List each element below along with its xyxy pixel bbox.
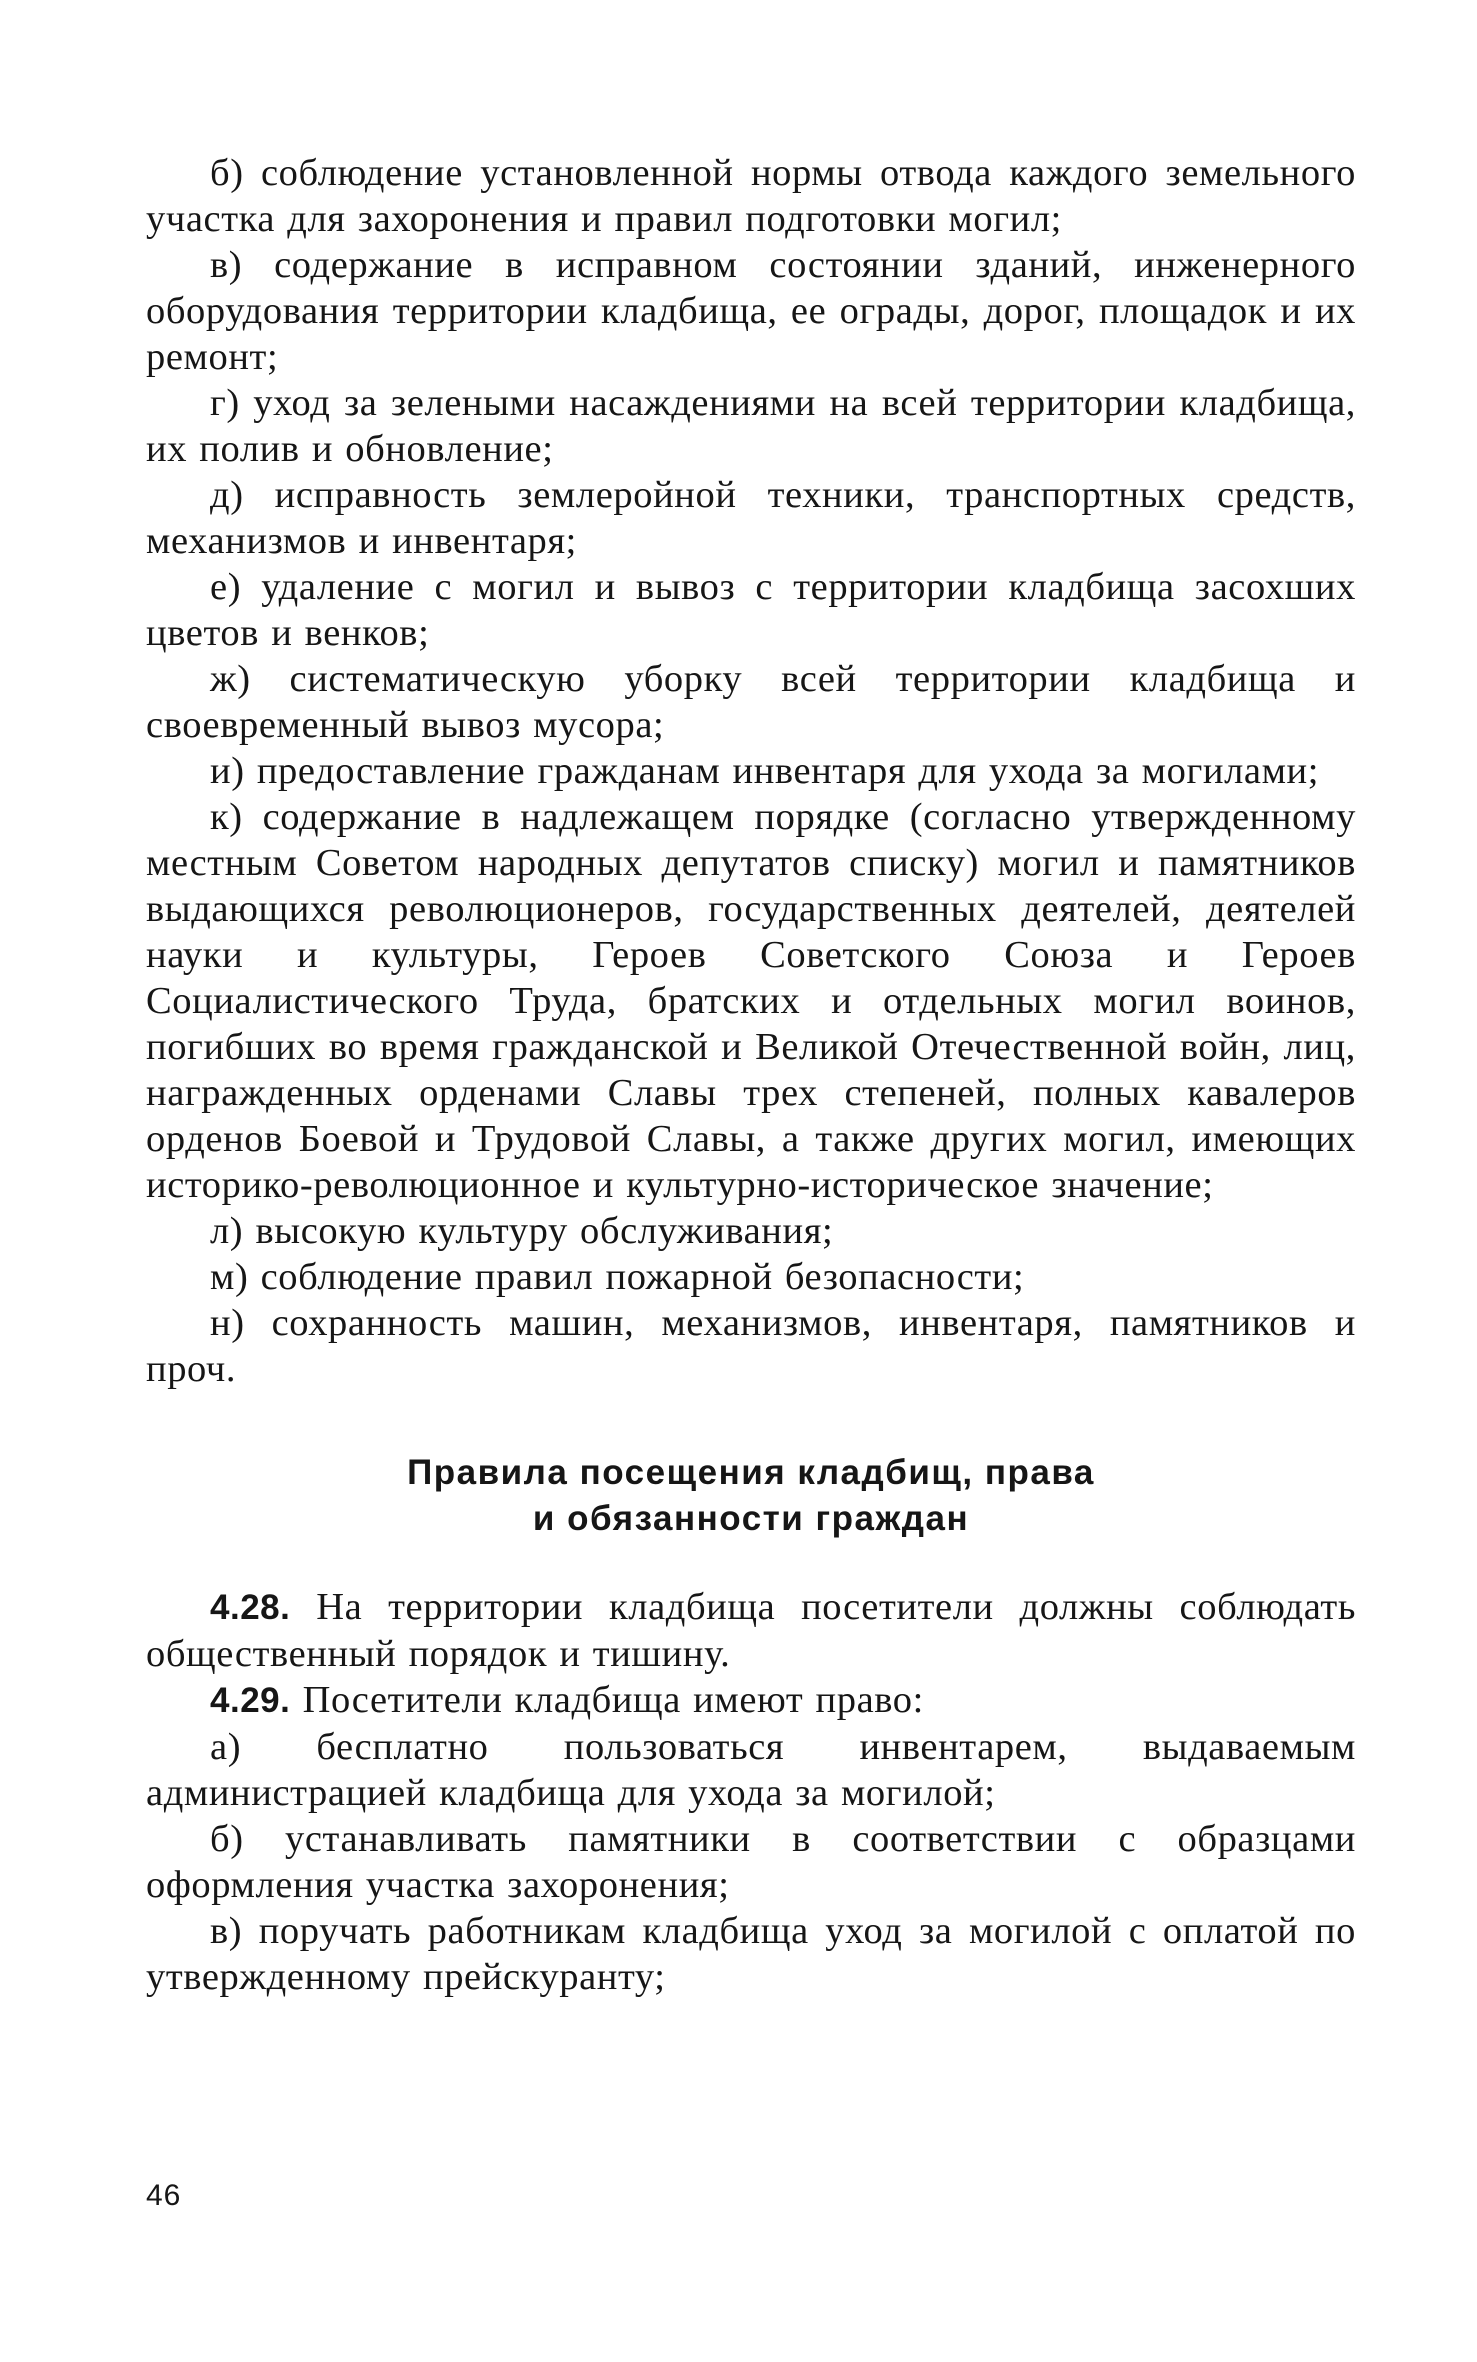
list-item-zh: ж) систематическую уборку всей территории кладбища и своевременный вывоз мусора; (146, 658, 1356, 746)
section-heading-line-1: Правила посещения кладбищ, права (407, 1453, 1095, 1492)
rights-item-b: б) устанавливать памятники в соответствии с образцами оформления участка захоронения; (146, 1818, 1356, 1906)
clause-4-29 (146, 1677, 1356, 1724)
list-item-m: м) соблюдение правил пожарной безопасности; (210, 1256, 1025, 1298)
rights-item-v: в) поручать работникам кладбища уход за могилой с оплатой по утвержденному прейскуранту; (146, 1910, 1356, 1998)
list-item-b: б) соблюдение установленной нормы отвода каждого земельного участка для захоронения и правил подготовки могил; (146, 152, 1356, 240)
clause-4-28 (146, 1584, 1356, 1677)
text-column (146, 150, 1356, 2000)
list-item-d: д) исправность землеройной техники, транспортных средств, механизмов и инвентаря; (146, 474, 1356, 562)
list-item-v: в) содержание в исправном состоянии зданий, инженерного оборудования территории кладбища, ее ограды, дорог, площадок и их ремонт; (146, 244, 1356, 378)
list-item-g: г) уход за зелеными насаждениями на всей территории кладбища, их полив и обновление; (146, 382, 1356, 470)
clause-text: Посетители кладбища имеют право: (302, 1679, 924, 1721)
rights-item-a: а) бесплатно пользоваться инвентарем, выдаваемым администрацией кладбища для ухода за могилой; (146, 1726, 1356, 1814)
section-heading (146, 1450, 1356, 1542)
list-item-e: е) удаление с могил и вывоз с территории кладбища засохших цветов и венков; (146, 566, 1356, 654)
list-item-l: л) высокую культуру обслуживания; (210, 1210, 834, 1252)
section-heading-line-2: и обязанности граждан (532, 1499, 970, 1538)
list-item-k: к) содержание в надлежащем порядке (согласно утвержденному местным Советом народных депутатов списку) могил и памятников выдающихся революционеров, государственных деятелей, деятелей науки и культуры, Героев Советского Союза и Героев Социалистического Труда, братских и отдельных могил воинов, погибших во время гражданской и Великой Отечественной войн, лиц, награжденных орденами Славы трех степеней, полных кавалеров орденов Боевой и Трудовой Славы, а также других могил, имеющих историко-революционное и культурно-историческое значение; (146, 796, 1356, 1206)
clause-number: 4.29. (210, 1681, 291, 1720)
page-number: 46 (146, 2179, 182, 2212)
clause-text: На территории кладбища посетители должны соблюдать общественный порядок и тишину. (146, 1586, 1357, 1675)
list-item-i: и) предоставление гражданам инвентаря для ухода за могилами; (210, 750, 1320, 792)
list-item-n: н) сохранность машин, механизмов, инвентаря, памятников и проч. (146, 1302, 1356, 1390)
clause-number: 4.28. (210, 1588, 291, 1627)
